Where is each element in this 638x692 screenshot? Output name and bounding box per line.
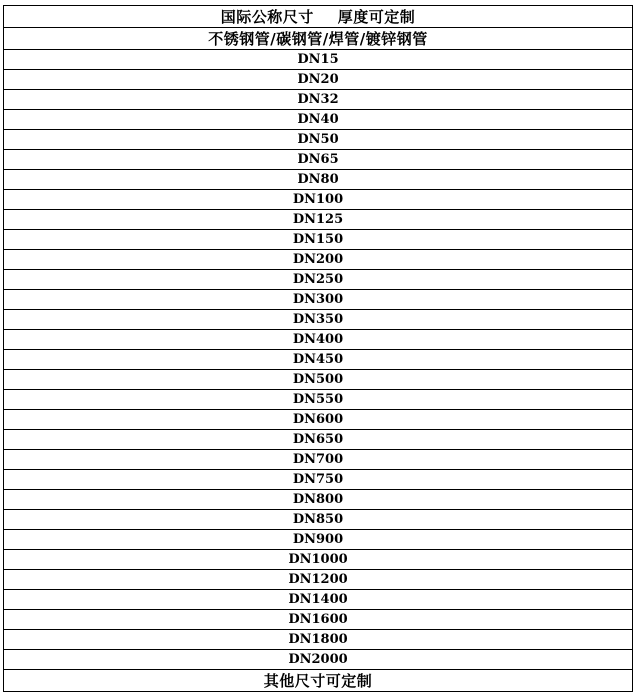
table-row bbox=[4, 90, 633, 110]
table-row bbox=[4, 430, 633, 450]
table-row bbox=[4, 570, 633, 590]
size-cell: DN500 bbox=[4, 370, 633, 390]
table-row bbox=[4, 110, 633, 130]
size-cell: DN20 bbox=[4, 70, 633, 90]
table-row bbox=[4, 310, 633, 330]
size-cell: DN1800 bbox=[4, 630, 633, 650]
subtitle-pipe-types: 不锈钢管/碳钢管/焊管/镀锌钢管 bbox=[4, 28, 633, 50]
table-header-row bbox=[4, 6, 633, 28]
table-row bbox=[4, 590, 633, 610]
size-cell: DN80 bbox=[4, 170, 633, 190]
table-row bbox=[4, 490, 633, 510]
table-row bbox=[4, 130, 633, 150]
table-row bbox=[4, 630, 633, 650]
table-row bbox=[4, 250, 633, 270]
table-row bbox=[4, 390, 633, 410]
table-row bbox=[4, 410, 633, 430]
size-cell: DN650 bbox=[4, 430, 633, 450]
table-row bbox=[4, 550, 633, 570]
table-row bbox=[4, 610, 633, 630]
title-thickness-custom: 厚度可定制 bbox=[337, 8, 416, 26]
table-row bbox=[4, 290, 633, 310]
size-cell: DN900 bbox=[4, 530, 633, 550]
size-cell: DN125 bbox=[4, 210, 633, 230]
size-cell: DN1600 bbox=[4, 610, 633, 630]
size-cell: DN450 bbox=[4, 350, 633, 370]
table-row bbox=[4, 50, 633, 70]
table-row bbox=[4, 370, 633, 390]
table-row bbox=[4, 150, 633, 170]
table-row bbox=[4, 450, 633, 470]
table-row bbox=[4, 470, 633, 490]
table-row bbox=[4, 210, 633, 230]
size-cell: DN800 bbox=[4, 490, 633, 510]
table-row bbox=[4, 530, 633, 550]
size-cell: DN250 bbox=[4, 270, 633, 290]
size-cell: DN2000 bbox=[4, 650, 633, 670]
size-cell: DN32 bbox=[4, 90, 633, 110]
size-cell: DN600 bbox=[4, 410, 633, 430]
table-row bbox=[4, 650, 633, 670]
size-cell: DN400 bbox=[4, 330, 633, 350]
size-cell: DN150 bbox=[4, 230, 633, 250]
title-nominal-size: 国际公称尺寸 bbox=[220, 8, 314, 26]
table-row bbox=[4, 330, 633, 350]
size-cell: DN350 bbox=[4, 310, 633, 330]
table-row bbox=[4, 170, 633, 190]
size-cell: DN1000 bbox=[4, 550, 633, 570]
size-cell: DN700 bbox=[4, 450, 633, 470]
header-cell bbox=[4, 6, 633, 28]
size-cell: DN1200 bbox=[4, 570, 633, 590]
table-row bbox=[4, 270, 633, 290]
size-cell: DN100 bbox=[4, 190, 633, 210]
size-cell: DN850 bbox=[4, 510, 633, 530]
table-row bbox=[4, 510, 633, 530]
pipe-size-table bbox=[3, 5, 633, 692]
table-row bbox=[4, 190, 633, 210]
table-row bbox=[4, 230, 633, 250]
size-cell: DN40 bbox=[4, 110, 633, 130]
table-subheader-row bbox=[4, 28, 633, 50]
table-row bbox=[4, 70, 633, 90]
table-footer-row bbox=[4, 670, 633, 692]
footer-custom-sizes: 其他尺寸可定制 bbox=[4, 670, 633, 692]
size-cell: DN15 bbox=[4, 50, 633, 70]
size-cell: DN65 bbox=[4, 150, 633, 170]
table-row bbox=[4, 350, 633, 370]
size-cell: DN750 bbox=[4, 470, 633, 490]
size-cell: DN200 bbox=[4, 250, 633, 270]
size-cell: DN1400 bbox=[4, 590, 633, 610]
size-cell: DN300 bbox=[4, 290, 633, 310]
size-cell: DN50 bbox=[4, 130, 633, 150]
size-cell: DN550 bbox=[4, 390, 633, 410]
